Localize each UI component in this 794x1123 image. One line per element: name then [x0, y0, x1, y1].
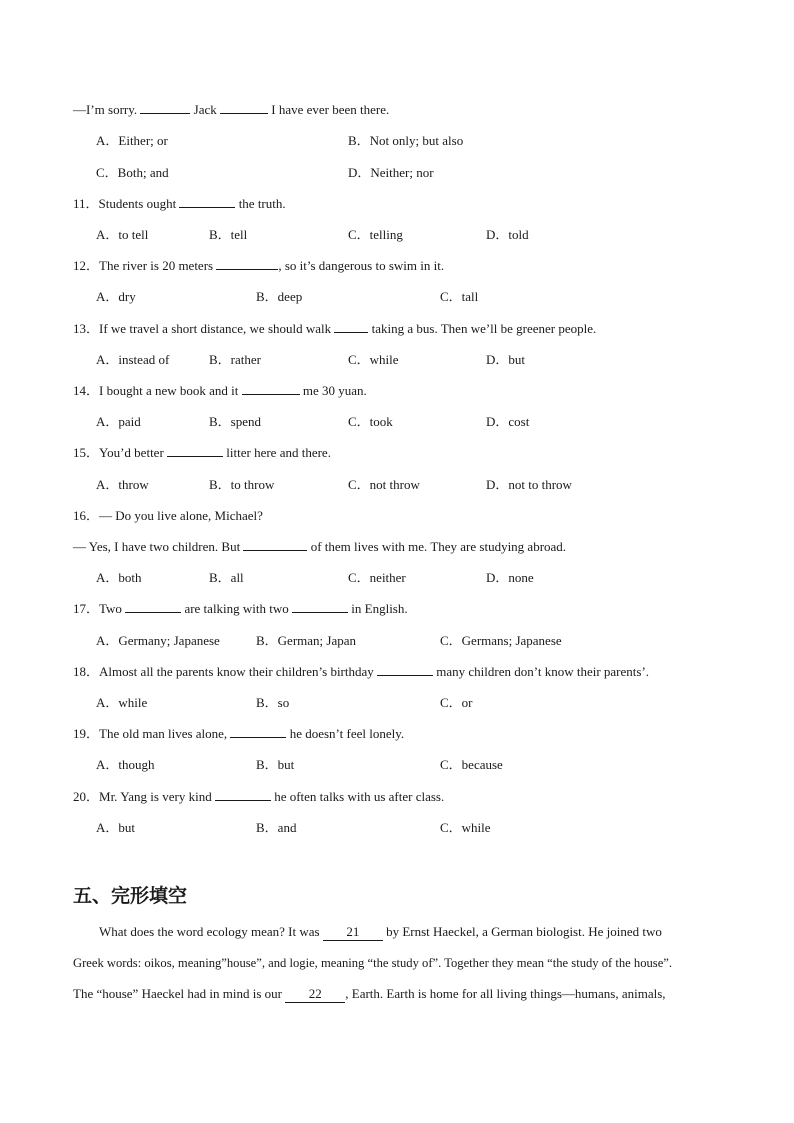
answer-blank [292, 601, 348, 613]
answer-blank [140, 102, 190, 114]
question-19-stem [73, 726, 404, 742]
question-11-stem [73, 196, 286, 212]
question-number: 19． [73, 726, 100, 741]
cloze-blank-21: 21 [323, 924, 383, 941]
stem-text: me 30 yuan. [299, 383, 367, 398]
question-number: 13． [73, 321, 100, 336]
option-a: A．dry [96, 289, 136, 304]
option-c: C．neither [348, 570, 406, 585]
answer-blank [243, 539, 307, 551]
cloze-blank-22: 22 [285, 986, 345, 1003]
stem-text: — Do you live alone, Michael? [99, 508, 263, 523]
question-17-stem [73, 601, 408, 617]
answer-blank [215, 789, 271, 801]
option-b: B．and [256, 820, 297, 835]
answer-blank [242, 383, 300, 395]
question-number: 11． [73, 196, 99, 211]
option-a: A．but [96, 820, 136, 835]
answer-blank [230, 726, 286, 738]
option-b: B．spend [209, 414, 262, 429]
passage-line-2: Greek words: oikos, meaning”house”, and logie, meaning “the study of”. Together they mean “the study of the house”. [73, 956, 673, 970]
option-b: B．Not only; but also [348, 133, 464, 148]
question-number: 16． [73, 508, 100, 523]
option-d: D．none [486, 570, 534, 585]
stem-text: in English. [348, 601, 408, 616]
stem-text: The river is 20 meters [99, 258, 217, 273]
question-12-stem [73, 258, 444, 274]
stem-text: Almost all the parents know their children’s birthday [99, 664, 378, 679]
question-10-stem [73, 102, 389, 118]
option-a: A．paid [96, 414, 141, 429]
option-c: C．not throw [348, 477, 420, 492]
question-16-reply [73, 539, 566, 555]
option-c: C．took [348, 414, 393, 429]
option-c: C．because [440, 757, 503, 772]
section-heading: 五、完形填空 [73, 885, 188, 907]
question-number: 20． [73, 789, 100, 804]
option-d: D．not to throw [486, 477, 572, 492]
option-a: A．though [96, 757, 155, 772]
passage-text: What does the word ecology mean? It was [99, 924, 320, 939]
option-a: A．Germany; Japanese [96, 633, 220, 648]
question-13-stem [73, 321, 596, 337]
question-number: 15． [73, 445, 100, 460]
stem-text: I bought a new book and it [99, 383, 242, 398]
passage-line-1 [73, 924, 723, 941]
stem-text: litter here and there. [223, 445, 331, 460]
option-a: A．instead of [96, 352, 170, 367]
passage-line-3 [73, 986, 723, 1003]
stem-text: Mr. Yang is very kind [99, 789, 215, 804]
stem-text: If we travel a short distance, we should walk [99, 321, 335, 336]
answer-blank [125, 601, 181, 613]
answer-blank [167, 445, 223, 457]
answer-blank [216, 258, 278, 270]
stem-text: Students ought [98, 196, 180, 211]
stem-text: I have ever been there. [268, 102, 390, 117]
passage-text: , Earth. Earth is home for all living things—humans, animals, [345, 986, 666, 1001]
stem-text: —I’m sorry. [73, 102, 141, 117]
option-c: C．Germans; Japanese [440, 633, 562, 648]
stem-text: The old man lives alone, [99, 726, 231, 741]
stem-text: the truth. [235, 196, 286, 211]
option-a: A．Either; or [96, 133, 168, 148]
option-c: C．tall [440, 289, 479, 304]
answer-blank [377, 664, 433, 676]
option-a: A．to tell [96, 227, 149, 242]
option-b: B．deep [256, 289, 303, 304]
option-b: B．all [209, 570, 244, 585]
stem-text: he doesn’t feel lonely. [286, 726, 405, 741]
option-b: B．German; Japan [256, 633, 357, 648]
answer-blank [220, 102, 268, 114]
stem-text: he often talks with us after class. [270, 789, 445, 804]
stem-text: are talking with two [181, 601, 293, 616]
option-c: C．or [440, 695, 473, 710]
stem-text: many children don’t know their parents’. [433, 664, 650, 679]
question-number: 18． [73, 664, 100, 679]
option-d: D．told [486, 227, 529, 242]
stem-text: taking a bus. Then we’ll be greener people. [368, 321, 597, 336]
question-18-stem [73, 664, 649, 680]
option-d: D．Neither; nor [348, 165, 434, 180]
passage-text: The “house” Haeckel had in mind is our [73, 986, 283, 1001]
option-a: A．throw [96, 477, 149, 492]
option-c: C．while [348, 352, 399, 367]
option-c: C．Both; and [96, 165, 169, 180]
stem-text: , so it’s dangerous to swim in it. [278, 258, 445, 273]
question-14-stem [73, 383, 367, 399]
stem-text: Two [99, 601, 126, 616]
question-20-stem [73, 789, 444, 805]
question-number: 14． [73, 383, 100, 398]
option-b: B．so [256, 695, 290, 710]
stem-text: Jack [190, 102, 221, 117]
passage-text: by Ernst Haeckel, a German biologist. He joined two [386, 924, 662, 939]
question-number: 12． [73, 258, 100, 273]
answer-blank [334, 321, 368, 333]
option-b: B．to throw [209, 477, 275, 492]
stem-text: You’d better [99, 445, 168, 460]
option-b: B．rather [209, 352, 261, 367]
option-d: D．cost [486, 414, 530, 429]
option-c: C．telling [348, 227, 403, 242]
question-number: 17． [73, 601, 100, 616]
stem-text: — Yes, I have two children. But [73, 539, 244, 554]
question-16-stem [73, 508, 263, 524]
option-b: B．tell [209, 227, 248, 242]
option-c: C．while [440, 820, 491, 835]
stem-text: of them lives with me. They are studying abroad. [307, 539, 567, 554]
question-15-stem [73, 445, 331, 461]
answer-blank [179, 196, 235, 208]
option-a: A．while [96, 695, 148, 710]
option-d: D．but [486, 352, 526, 367]
option-b: B．but [256, 757, 295, 772]
option-a: A．both [96, 570, 142, 585]
